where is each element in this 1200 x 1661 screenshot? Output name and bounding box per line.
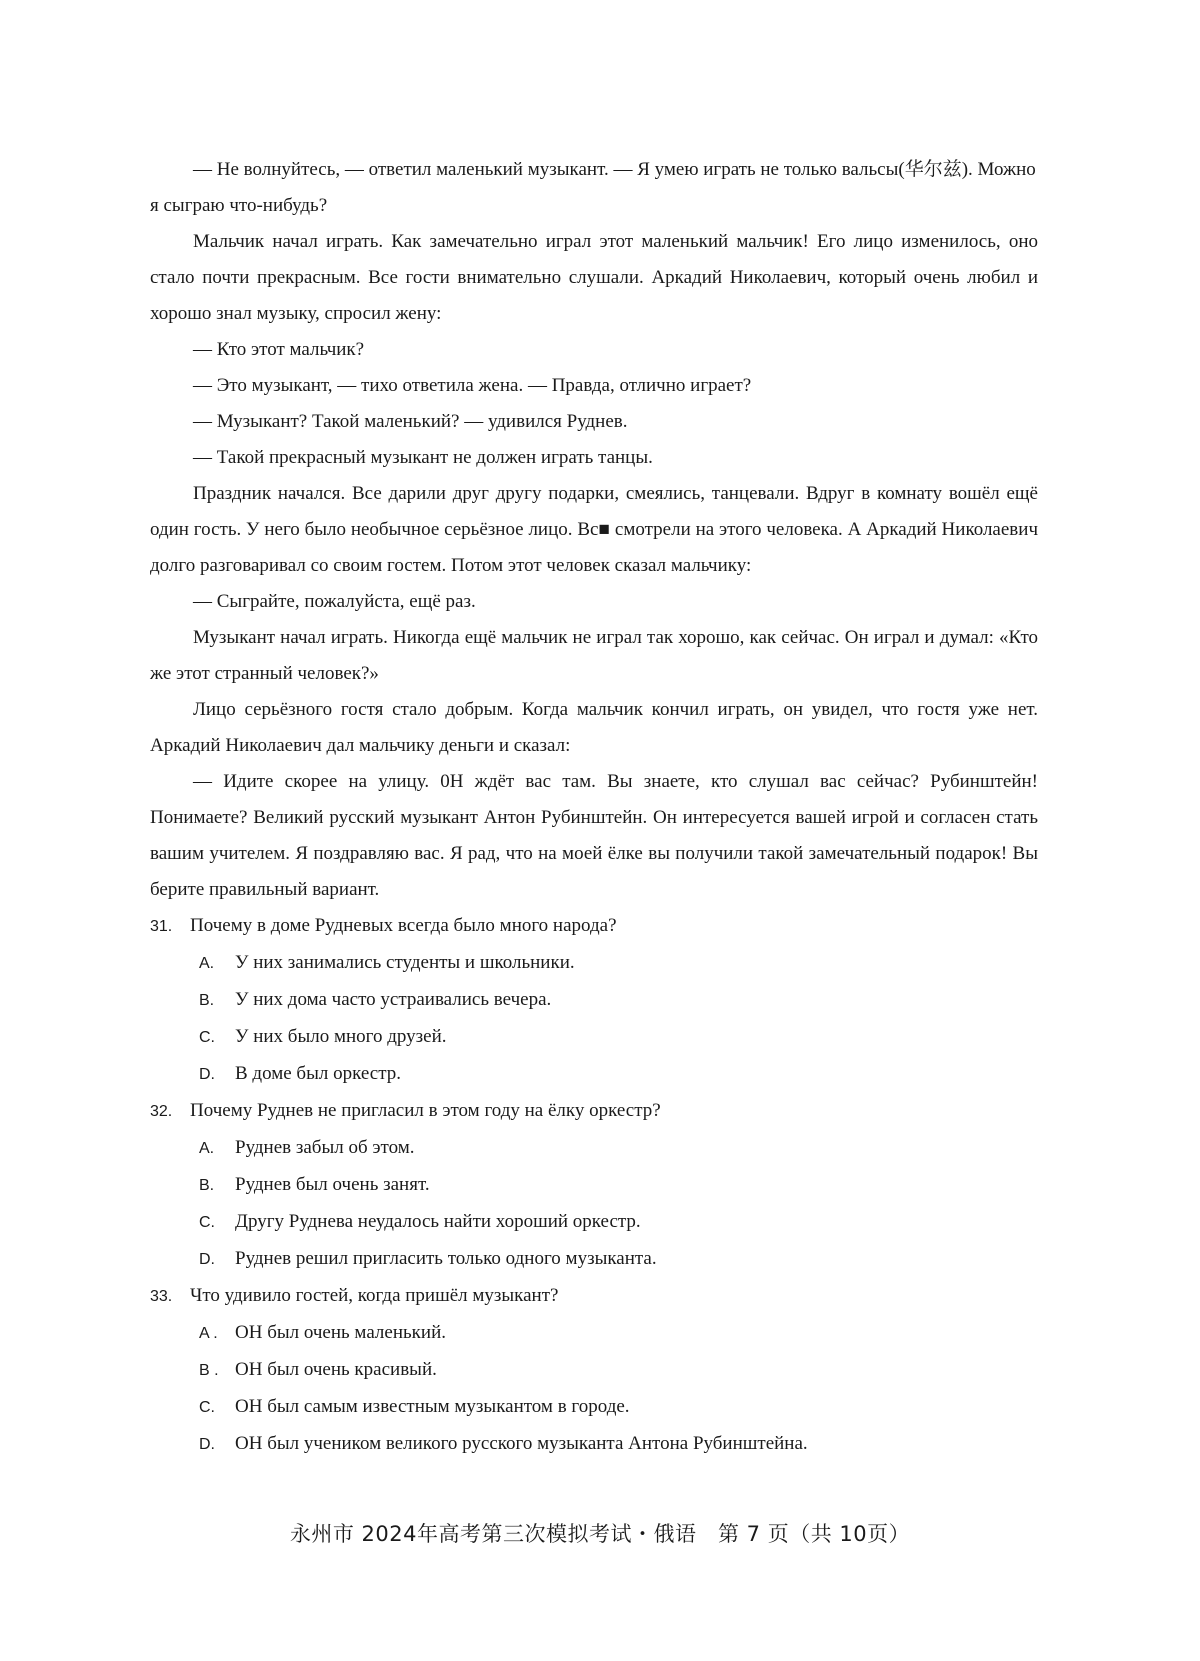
option-d	[199, 1426, 1038, 1463]
option-text: Другу Руднева неудалось найти хороший оркестр.	[235, 1211, 641, 1232]
reading-passage	[150, 152, 1038, 908]
option-text: ОН был очень красивый.	[235, 1359, 437, 1380]
passage-paragraph: Музыкант начал играть. Никогда ещё мальчик не играл так хорошо, как сейчас. Он играл и думал: «Кто же этот странный человек?»	[150, 627, 1038, 684]
option-b	[199, 982, 1038, 1019]
option-letter: B.	[199, 992, 215, 1009]
option-letter: A.	[199, 1140, 215, 1157]
passage-line: — Не волнуйтесь, — ответил маленький музыкант. — Я умею играть не только вальсы(华尔兹). Можно я сыграю что-нибудь?	[150, 159, 1036, 216]
passage-line: — Кто этот мальчик?	[193, 339, 365, 360]
passage-line: — Музыкант? Такой маленький? — удивился Руднев.	[193, 411, 628, 432]
option-letter: B .	[199, 1362, 219, 1379]
option-text: Руднев решил пригласить только одного музыканта.	[235, 1248, 657, 1269]
option-b	[199, 1352, 1038, 1389]
option-text: ОН был учеником великого русского музыканта Антона Рубинштейна.	[235, 1433, 808, 1454]
exam-page	[150, 152, 1038, 1463]
option-letter: D.	[199, 1251, 215, 1268]
option-c	[199, 1019, 1038, 1056]
option-letter: B.	[199, 1177, 215, 1194]
option-text: У них занимались студенты и школьники.	[235, 952, 575, 973]
question-number: 31.	[150, 918, 173, 935]
option-d	[199, 1241, 1038, 1278]
option-c	[199, 1204, 1038, 1241]
option-letter: C.	[199, 1399, 215, 1416]
question-number: 32.	[150, 1103, 173, 1120]
passage-line: — Такой прекрасный музыкант не должен играть танцы.	[193, 447, 653, 468]
option-a	[199, 1130, 1038, 1167]
option-letter: D.	[199, 1066, 215, 1083]
option-text: В доме был оркестр.	[235, 1063, 401, 1084]
passage-paragraph: Мальчик начал играть. Как замечательно играл этот маленький мальчик! Его лицо изменилось, оно стало почти прекрасным. Все гости внимательно слушали. Аркадий Николаевич, который очень любил и хорошо знал музыку, спросил жену:	[150, 231, 1038, 324]
passage-line: — Сыграйте, пожалуйста, ещё раз.	[193, 591, 476, 612]
option-text: Руднев был очень занят.	[235, 1174, 430, 1195]
question-number: 33.	[150, 1288, 173, 1305]
passage-paragraph: Лицо серьёзного гостя стало добрым. Когда мальчик кончил играть, он увидел, что гостя уже нет. Аркадий Николаевич дал мальчику деньги и сказал:	[150, 699, 1038, 756]
option-letter: D.	[199, 1436, 215, 1453]
question-32	[150, 1093, 1038, 1278]
option-a	[199, 945, 1038, 982]
question-33	[150, 1278, 1038, 1463]
question-text: Почему в доме Рудневых всегда было много народа?	[190, 915, 617, 936]
option-text: У них дома часто устраивались вечера.	[235, 989, 552, 1010]
option-d	[199, 1056, 1038, 1093]
option-letter: A .	[199, 1325, 218, 1342]
passage-line: — Это музыкант, — тихо ответила жена. — Правда, отлично играет?	[193, 375, 752, 396]
question-text: Почему Руднев не пригласил в этом году на ёлку оркестр?	[190, 1100, 661, 1121]
passage-paragraph: — Идите скорее на улицу. 0Н ждёт вас там. Вы знаете, кто слушал вас сейчас? Рубинштейн! Понимаете? Великий русский музыкант Антон Рубинштейн. Он интересуется вашей игрой и согласен стать вашим учителем. Я поздравляю вас. Я рад, что на моей ёлке вы получили такой замечательный подарок! Вы берите правильный вариант.	[150, 771, 1038, 900]
option-letter: C.	[199, 1029, 215, 1046]
option-b	[199, 1167, 1038, 1204]
question-text: Что удивило гостей, когда пришёл музыкант?	[190, 1285, 559, 1306]
passage-paragraph: Праздник начался. Все дарили друг другу подарки, смеялись, танцевали. Вдруг в комнату вошёл ещё один гость. У него было необычное серьёзное лицо. Вс■ смотрели на этого человека. А Аркадий Николаевич долго разговаривал со своим гостем. Потом этот человек сказал мальчику:	[150, 483, 1038, 576]
option-text: Руднев забыл об этом.	[235, 1137, 415, 1158]
option-text: ОН был очень маленький.	[235, 1322, 446, 1343]
question-31	[150, 908, 1038, 1093]
option-text: У них было много друзей.	[235, 1026, 447, 1047]
option-c	[199, 1389, 1038, 1426]
option-letter: C.	[199, 1214, 215, 1231]
option-letter: A.	[199, 955, 215, 972]
option-text: ОН был самым известным музыкантом в городе.	[235, 1396, 630, 1417]
option-a	[199, 1315, 1038, 1352]
page-footer: 永州市 2024年高考第三次模拟考试・俄语 第 7 页（共 10页）	[289, 1522, 911, 1546]
